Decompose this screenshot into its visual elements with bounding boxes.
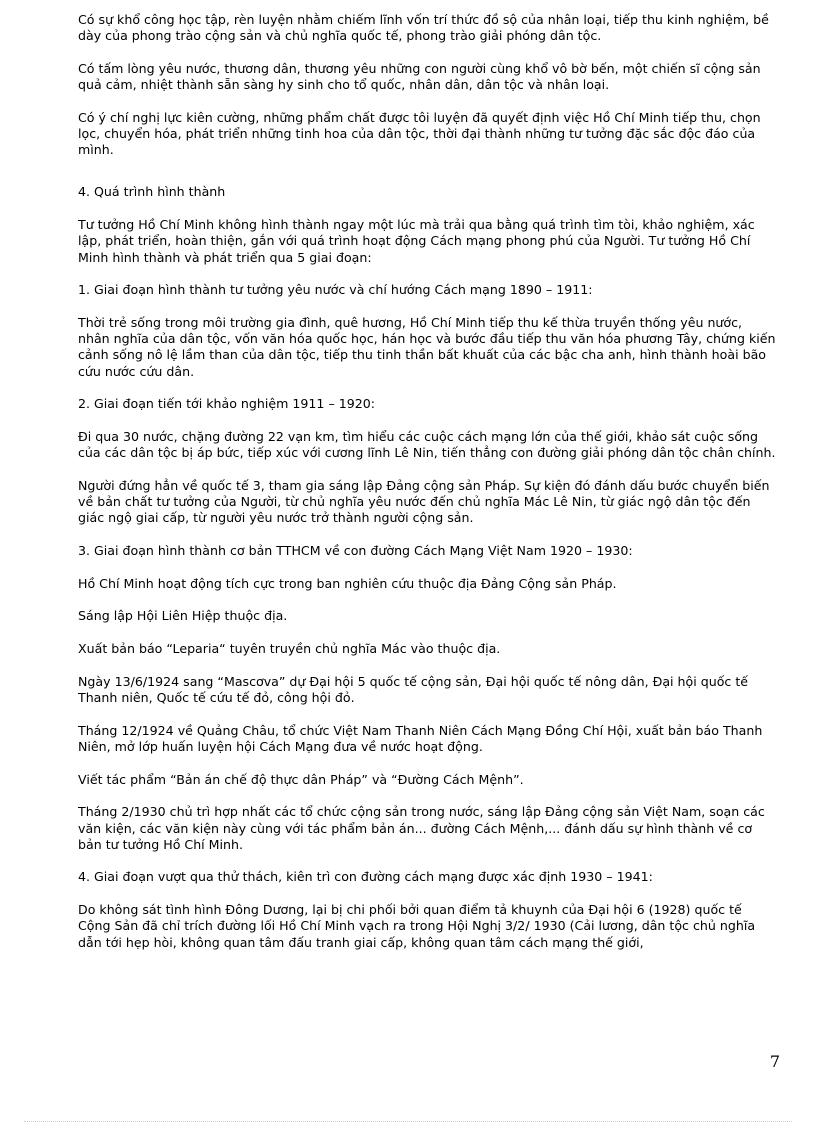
stage-3-text-2: Sáng lập Hội Liên Hiệp thuộc địa. bbox=[78, 608, 288, 624]
stage-3-text-3: Xuất bản báo “Leparia“ tuyên truyền chủ nghĩa Mác vào thuộc địa. bbox=[78, 641, 501, 657]
stage-2-text-2: Người đứng hẳn về quốc tế 3, tham gia sáng lập Đảng cộng sản Pháp. Sự kiện đó đánh dấu bước chuyển biến về bản chất tư tưởng của Người, từ chủ nghĩa yêu nước đến chủ nghĩa Mác Lê Nin, từ giác ngộ dân tộc đến giác ngộ giai cấp, từ người yêu nước trở thành người cộng sản. bbox=[78, 477, 770, 526]
page-number: 7 bbox=[769, 1052, 780, 1071]
stage-3-text-5: Tháng 12/1924 về Quảng Châu, tổ chức Việt Nam Thanh Niên Cách Mạng Đồng Chí Hội, xuất bản báo Thanh Niên, mở lớp huấn luyện hội Cách Mạng đưa về nước hoạt động. bbox=[78, 722, 763, 754]
stage-2-text: Đi qua 30 nước, chặng đường 22 vạn km, tìm hiểu các cuộc cách mạng lớn của thế giới, khảo sát cuộc sống của các dân tộc bị áp bức, tiếp xúc với cương lĩnh Lê Nin, tiến thẳng con đường giải phóng dân tộc chân chính. bbox=[78, 428, 776, 461]
paragraph-patriotism: Có tấm lòng yêu nước, thương dân, thương yêu những con người cùng khổ vô bờ bến, một chiến sĩ cộng sản quả cảm, nhiệt thành sẵn sàng hy sinh cho tổ quốc, nhân dân, dân tộc và nhân loại. bbox=[78, 60, 761, 93]
stage-1-text: Thời trẻ sống trong môi trường gia đình, quê hương, Hồ Chí Minh tiếp thu kế thừa truyền thống yêu nước, nhân nghĩa của dân tộc, vốn văn hóa quốc học, hán học và bước đầu tiếp thu văn hóa phương Tây, chứng kiến cảnh sống nô lệ lầm than của dân tộc, tiếp thu tinh thần bất khuất của các bậc cha anh, hình thành hoài bão cứu nước cứu dân. bbox=[78, 314, 776, 379]
stage-4-heading: 4. Giai đoạn vượt qua thử thách, kiên trì con đường cách mạng được xác định 1930 – 1941: bbox=[78, 869, 653, 885]
page-bottom-divider bbox=[24, 1121, 792, 1122]
stage-3-text-6: Viết tác phẩm “Bản án chế độ thực dân Pháp” và “Đường Cách Mệnh”. bbox=[78, 771, 524, 787]
stage-3-text-1: Hồ Chí Minh hoạt động tích cực trong ban nghiên cứu thuộc địa Đảng Cộng sản Pháp. bbox=[78, 575, 617, 591]
section-heading-formation: 4. Quá trình hình thành bbox=[78, 184, 226, 200]
stage-3-text-4: Ngày 13/6/1924 sang “Mascơva” dự Đại hội 5 quốc tế cộng sản, Đại hội quốc tế nông dân, Đại hội quốc tế Thanh niên, Quốc tế cứu tế đỏ, công hội đỏ. bbox=[78, 673, 749, 705]
stage-2-heading: 2. Giai đoạn tiến tới khảo nghiệm 1911 – 1920: bbox=[78, 396, 376, 412]
paragraph-willpower: Có ý chí nghị lực kiên cường, những phẩm chất được tôi luyện đã quyết định việc Hồ Chí Minh tiếp thu, chọn lọc, chuyển hóa, phát triển những tinh hoa của dân tộc, thời đại thành những tư tưởng đặc sắc độc đáo của mình. bbox=[78, 109, 761, 158]
stage-1-heading: 1. Giai đoạn hình thành tư tưởng yêu nước và chí hướng Cách mạng 1890 – 1911: bbox=[78, 282, 593, 298]
stage-3-text-7: Tháng 2/1930 chủ trì hợp nhất các tổ chức cộng sản trong nước, sáng lập Đảng cộng sản Việt Nam, soạn các văn kiện, các văn kiện này cùng với tác phẩm bản án... đường Cách Mệnh,... đánh dấu sự hình thành về cơ bản tư tưởng Hồ Chí Minh. bbox=[78, 804, 765, 852]
paragraph-study: Có sự khổ công học tập, rèn luyện nhằm chiếm lĩnh vốn trí thức đồ sộ của nhân loại, tiếp thu kinh nghiệm, bề dày của phong trào cộng sản và chủ nghĩa quốc tế, phong trào giải phóng dân tộc. bbox=[78, 12, 769, 44]
stage-4-text: Do không sát tình hình Đông Dương, lại bị chi phối bởi quan điểm tả khuynh của Đại hội 6 (1928) quốc tế Cộng Sản đã chỉ trích đường lối Hồ Chí Minh vạch ra trong Hội Nghị 3/2/ 1930 (Cải lương, dân tộc chủ nghĩa dẫn tới hẹp hòi, không quan tâm đấu tranh giai cấp, không quan tâm cách mạng thế giới, bbox=[78, 902, 756, 950]
stage-3-heading: 3. Giai đoạn hình thành cơ bản TTHCM về con đường Cách Mạng Việt Nam 1920 – 1930: bbox=[78, 542, 633, 558]
paragraph-formation-intro: Tư tưởng Hồ Chí Minh không hình thành ngay một lúc mà trải qua bằng quá trình tìm tòi, khảo nghiệm, xác lập, phát triển, hoàn thiện, gắn với quá trình hoạt động Cách mạng phong phú của Người. Tư tưởng Hồ Chí Minh hình thành và phát triển qua 5 giai đoạn: bbox=[78, 217, 755, 265]
